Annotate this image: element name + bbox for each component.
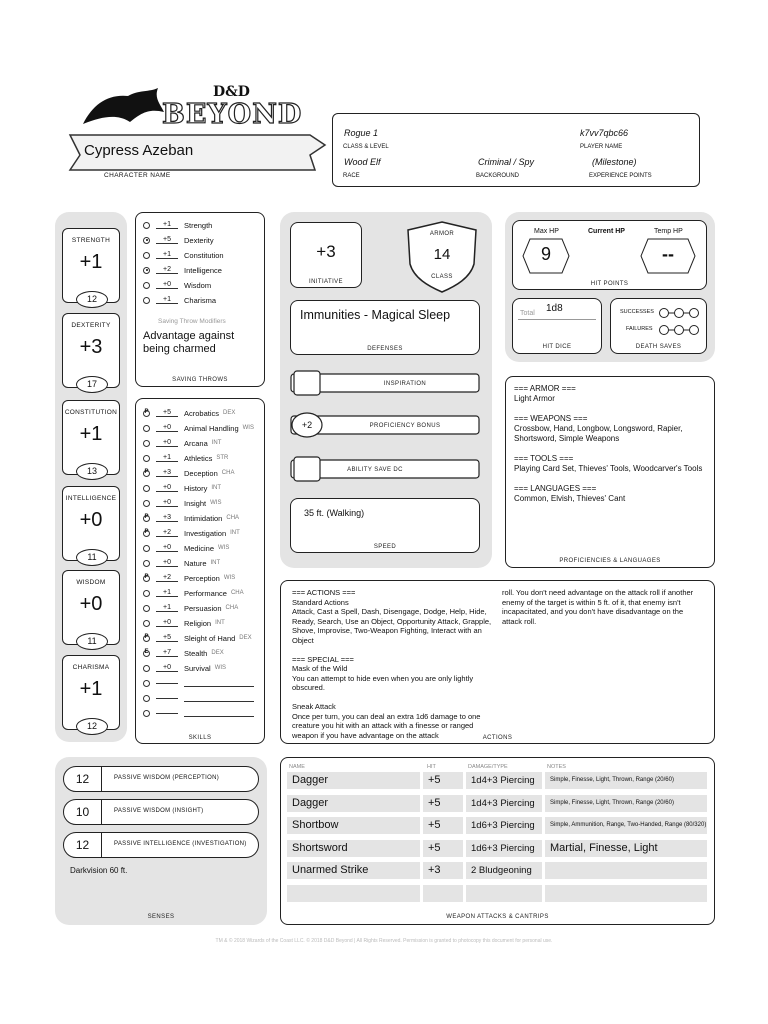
ability-score[interactable]: 11 (76, 633, 108, 650)
saving-throw-modifiers-label: Saving Throw Modifiers (158, 318, 226, 325)
saving-throw-bonus: +1 (156, 221, 178, 229)
skill-bonus: +3 (156, 469, 178, 477)
skill-name: Investigation (184, 528, 227, 538)
skill-row[interactable] (143, 557, 220, 569)
weapon-damage[interactable]: 1d4+3 Piercing (466, 795, 542, 812)
saving-throw-modifiers-text: Advantage against being charmed (143, 330, 235, 355)
temp-hp-label: Temp HP (654, 228, 683, 235)
skill-proficiency-dot (143, 545, 150, 552)
saving-throw-proficiency-dot (143, 222, 150, 229)
ability-box-intelligence (62, 486, 120, 561)
skill-name: History (184, 483, 208, 493)
ability-name: INTELLIGENCE (65, 495, 117, 502)
skill-bonus: +0 (156, 664, 178, 672)
ability-name: CONSTITUTION (64, 409, 118, 416)
saving-throw-name: Strength (184, 220, 213, 230)
skill-name: Perception (184, 573, 220, 583)
initiative-label: INITIATIVE (309, 279, 343, 285)
skill-row[interactable] (143, 632, 252, 644)
background-label: BACKGROUND (476, 173, 520, 179)
skill-ability: CHA (225, 605, 239, 611)
skill-bonus (156, 713, 178, 714)
skill-ability: WIS (218, 545, 230, 551)
skill-row[interactable] (143, 422, 254, 434)
weapons-header-damage: DAMAGE/TYPE (468, 764, 508, 770)
skill-proficiency-dot (143, 515, 150, 522)
skill-ability: STR (216, 455, 229, 461)
defenses-text: Immunities - Magical Sleep (300, 308, 451, 322)
ability-name: WISDOM (76, 579, 106, 586)
hit-dice-label: HIT DICE (542, 344, 572, 350)
weapon-hit[interactable]: +5 (423, 772, 463, 789)
skill-bonus: +5 (156, 409, 178, 417)
ability-modifier: +1 (79, 423, 103, 445)
ability-score[interactable]: 11 (76, 549, 108, 566)
skill-name-blank (184, 709, 254, 717)
race[interactable]: Wood Elf (344, 157, 381, 167)
skill-bonus: +0 (156, 424, 178, 432)
skill-ability: INT (230, 530, 240, 536)
skill-row[interactable] (143, 482, 221, 494)
skill-bonus: +1 (156, 604, 178, 612)
skill-name: Medicine (184, 543, 215, 553)
weapon-hit[interactable] (423, 885, 463, 902)
custom-skill-row[interactable] (143, 707, 254, 719)
saving-throw-bonus: +5 (156, 236, 178, 244)
weapon-damage[interactable]: 1d4+3 Piercing (466, 772, 542, 789)
class-level-label: CLASS & LEVEL (343, 144, 389, 150)
skill-ability: CHA (221, 470, 235, 476)
failures-checkboxes[interactable] (658, 323, 700, 341)
experience-points[interactable]: (Milestone) (592, 157, 637, 167)
weapon-name[interactable]: Shortbow (287, 817, 420, 834)
skill-name: Religion (184, 618, 212, 628)
saving-throw-proficiency-dot (143, 282, 150, 289)
background[interactable]: Criminal / Spy (478, 157, 535, 167)
ability-save-dc-label: ABILITY SAVE DC (347, 467, 403, 473)
weapons-header-notes: NOTES (547, 764, 566, 770)
weapon-notes (545, 885, 707, 902)
skill-row[interactable] (143, 512, 239, 524)
skill-name: Nature (184, 558, 207, 568)
skill-bonus: +0 (156, 484, 178, 492)
skill-ability: INT (215, 620, 225, 626)
skill-proficiency-dot (143, 440, 150, 447)
skill-row[interactable] (143, 647, 224, 659)
skill-row[interactable] (143, 662, 226, 674)
skill-name: Sleight of Hand (184, 633, 236, 643)
speed-value: 35 ft. (Walking) (304, 508, 365, 518)
weapons-header-name: NAME (289, 764, 305, 770)
skill-ability: WIS (242, 425, 254, 431)
custom-skill-row[interactable] (143, 677, 254, 689)
skill-proficiency-dot (143, 665, 150, 672)
skill-row[interactable] (143, 497, 221, 509)
actions-text-column-2: roll. You don't need advantage on the attack roll if another enemy of the target is within 5 ft. of it, that enemy isn't incapacitated, and you don't have disadvantage on the attack roll. (502, 588, 694, 626)
weapon-name[interactable]: Dagger (287, 772, 420, 789)
max-hp-label: Max HP (534, 228, 559, 235)
footer-copyright: TM & © 2018 Wizards of the Coast LLC. © 2018 D&D Beyond | All Rights Reserved. Permission is granted to photocopy this document for personal use. (215, 938, 553, 944)
dragon-logo-icon (78, 84, 168, 134)
ability-modifier: +3 (79, 336, 103, 358)
skill-ability: CHA (230, 590, 244, 596)
skill-name: Stealth (184, 648, 208, 658)
ability-name: DEXTERITY (71, 322, 111, 329)
ability-box-constitution (62, 400, 120, 475)
skill-proficiency-dot (143, 455, 150, 462)
saving-throws-title: SAVING THROWS (172, 377, 228, 383)
saving-throw-bonus: +2 (156, 266, 178, 274)
character-name-label: CHARACTER NAME (104, 172, 171, 179)
ability-box-strength (62, 228, 120, 303)
weapon-name[interactable]: Shortsword (287, 840, 420, 857)
skill-name: Survival (184, 663, 211, 673)
weapon-notes: Simple, Finesse, Light, Thrown, Range (20/60) (545, 795, 707, 812)
skill-bonus (156, 683, 178, 684)
senses-label: SENSES (147, 914, 175, 920)
ability-name: CHARISMA (72, 664, 110, 671)
skill-proficiency-dot (143, 425, 150, 432)
skill-name-blank (184, 679, 254, 687)
failures-label: FAILURES (626, 326, 653, 332)
skill-proficiency-dot (143, 530, 150, 537)
skill-bonus: +7 (156, 649, 178, 657)
ability-box-wisdom (62, 570, 120, 645)
current-hp-label: Current HP (588, 228, 625, 235)
class-level[interactable]: Rogue 1 (344, 128, 379, 138)
defenses-label: DEFENSES (367, 346, 403, 352)
sense-value: 10 (64, 800, 102, 824)
saving-throw-name: Constitution (184, 250, 224, 260)
skill-bonus: +2 (156, 529, 178, 537)
skill-proficiency-dot (143, 575, 150, 582)
weapon-damage[interactable]: 1d6+3 Piercing (466, 817, 542, 834)
saving-throw-row[interactable] (143, 264, 222, 276)
speed-label: SPEED (373, 544, 397, 550)
saving-throw-row[interactable] (143, 234, 214, 246)
skill-name: Athletics (184, 453, 213, 463)
weapon-notes: Martial, Finesse, Light (545, 840, 707, 857)
weapon-damage[interactable] (466, 885, 542, 902)
skill-row[interactable] (143, 587, 244, 599)
skill-row[interactable] (143, 437, 221, 449)
armor-label-top: ARMOR (429, 231, 455, 237)
saving-throw-row[interactable] (143, 249, 224, 261)
skill-proficiency-dot (143, 500, 150, 507)
temp-hp-value[interactable]: -- (662, 244, 674, 264)
skill-name: Insight (184, 498, 207, 508)
weapon-name[interactable]: Dagger (287, 795, 420, 812)
sense-label: PASSIVE WISDOM (PERCEPTION) (114, 775, 219, 781)
successes-label: SUCCESSES (620, 309, 654, 315)
proficiency-bonus-label: PROFICIENCY BONUS (369, 423, 441, 429)
brand-logo: BEYOND (162, 99, 303, 130)
saving-throw-bonus: +1 (156, 251, 178, 259)
saving-throw-name: Intelligence (184, 265, 222, 275)
skill-ability: INT (210, 560, 221, 566)
skill-bonus: +2 (156, 574, 178, 582)
ability-modifier: +0 (79, 593, 103, 615)
proficiency-bonus-value: +2 (301, 420, 313, 430)
skill-proficiency-dot (143, 620, 150, 627)
skill-row[interactable] (143, 407, 235, 419)
weapon-attacks-label: WEAPON ATTACKS & CANTRIPS (446, 914, 549, 920)
skill-ability: WIS (214, 665, 227, 671)
skill-proficiency-dot (143, 680, 150, 687)
sense-value: 12 (64, 833, 102, 857)
skill-row[interactable] (143, 452, 228, 464)
weapon-name[interactable] (287, 885, 420, 902)
saving-throw-name: Charisma (184, 295, 217, 305)
weapon-name[interactable]: Unarmed Strike (287, 862, 420, 879)
weapon-notes: Simple, Ammunition, Range, Two-Handed, Range (80/320) (545, 817, 707, 834)
saving-throw-name: Dexterity (184, 235, 214, 245)
ability-modifier: +1 (79, 678, 103, 700)
experience-points-label: EXPERIENCE POINTS (589, 173, 652, 179)
max-hp-value[interactable]: 9 (540, 244, 551, 264)
weapon-notes (545, 862, 707, 879)
sense-label: PASSIVE WISDOM (INSIGHT) (114, 808, 204, 814)
weapon-damage[interactable]: 2 Bludgeoning (466, 862, 542, 879)
actions-label: ACTIONS (482, 735, 513, 741)
skill-proficiency-dot (143, 485, 150, 492)
skill-bonus: +1 (156, 454, 178, 462)
senses-text: Darkvision 60 ft. (70, 866, 128, 875)
skill-ability: DEX (239, 635, 252, 641)
inspiration-label: INSPIRATION (383, 381, 427, 387)
saving-throw-proficiency-dot (143, 237, 150, 244)
skill-ability: INT (211, 485, 222, 491)
saving-throw-row[interactable] (143, 219, 212, 231)
weapons-header-hit: HIT (427, 764, 436, 770)
skill-ability: INT (211, 440, 222, 446)
skill-proficiency-dot (143, 470, 150, 477)
sense-label: PASSIVE INTELLIGENCE (INVESTIGATION) (114, 841, 247, 847)
skill-name: Performance (184, 588, 227, 598)
saving-throw-bonus: +1 (156, 296, 178, 304)
skill-row[interactable] (143, 542, 229, 554)
actions-text-column-1: === ACTIONS === Standard Actions Attack, Cast a Spell, Dash, Disengage, Dodge, Help, Hide, Ready, Search, Use an Object, Opportunity Attack, Grapple, Shove, Improvise, Two-Weapon Fighting, Interact with an Object === SPECIAL === Mask of the Wild You can attempt to hide even when you are only lightly obscured. Sneak Attack Once per turn, you can deal an extra 1d6 damage to one creature you hit with an attack with a finesse or ranged weapon if you have advantage on the attack (292, 588, 492, 740)
saving-throw-row[interactable] (143, 279, 211, 291)
brand-top: D&D (213, 84, 250, 100)
ability-score[interactable]: 12 (76, 718, 108, 735)
race-label: RACE (343, 173, 360, 179)
weapon-hit[interactable]: +5 (423, 817, 463, 834)
skill-bonus: +0 (156, 619, 178, 627)
skill-bonus: +0 (156, 439, 178, 447)
skill-name-blank (184, 694, 254, 702)
skill-ability: DEX (211, 650, 224, 656)
skill-ability: WIS (210, 500, 222, 506)
skill-bonus: +3 (156, 514, 178, 522)
hit-dice-line (518, 319, 596, 320)
death-saves-label: DEATH SAVES (635, 344, 682, 350)
skill-name: Persuasion (184, 603, 222, 613)
hit-dice-value: 1d8 (546, 303, 563, 314)
skill-row[interactable] (143, 527, 240, 539)
proficiencies-label: PROFICIENCIES & LANGUAGES (559, 558, 661, 564)
skill-row[interactable] (143, 617, 225, 629)
skill-row[interactable] (143, 572, 235, 584)
successes-checkboxes[interactable] (658, 306, 700, 324)
saving-throw-name: Wisdom (184, 280, 212, 290)
skill-proficiency-dot (143, 410, 150, 417)
skill-bonus (156, 698, 178, 699)
saving-throw-proficiency-dot (143, 297, 150, 304)
weapon-notes: Simple, Finesse, Light, Thrown, Range (20/60) (545, 772, 707, 789)
skill-proficiency-dot (143, 605, 150, 612)
saving-throw-proficiency-dot (143, 267, 150, 274)
ability-score[interactable]: 12 (76, 291, 108, 308)
ability-box-dexterity (62, 313, 120, 388)
skill-proficiency-dot (143, 695, 150, 702)
ability-box-charisma (62, 655, 120, 730)
weapon-hit[interactable]: +3 (423, 862, 463, 879)
ability-modifier: +0 (79, 509, 103, 531)
skill-proficiency-dot (143, 635, 150, 642)
initiative-value: +3 (316, 242, 336, 261)
skill-bonus: +1 (156, 589, 178, 597)
skill-name: Deception (184, 468, 218, 478)
skill-name: Intimidation (184, 513, 223, 523)
saving-throw-bonus: +0 (156, 281, 178, 289)
skill-row[interactable] (143, 467, 234, 479)
hit-points-label: HIT POINTS (590, 281, 629, 287)
armor-label-bottom: CLASS (431, 274, 453, 280)
custom-skill-row[interactable] (143, 692, 254, 704)
skill-bonus: +5 (156, 634, 178, 642)
proficiencies-text: === ARMOR === Light Armor === WEAPONS === Crossbow, Hand, Longbow, Longsword, Rapier, Shortsword, Simple Weapons === TOOLS === Playing Card Set, Thieves' Tools, Woodcarver's Tools === LANGUAGES === Common, Elvish, Thieves' Cant (514, 384, 703, 503)
skill-ability: CHA (226, 515, 240, 521)
character-name[interactable]: Cypress Azeban (84, 142, 194, 159)
skill-proficiency-dot (143, 710, 150, 717)
skill-proficiency-dot (143, 560, 150, 567)
skill-ability: DEX (223, 410, 236, 416)
weapon-hit[interactable]: +5 (423, 840, 463, 857)
player-name-label: PLAYER NAME (580, 144, 623, 150)
skill-proficiency-dot (143, 590, 150, 597)
skill-ability: WIS (223, 575, 236, 581)
weapon-damage[interactable]: 1d6+3 Piercing (466, 840, 542, 857)
sense-value: 12 (64, 767, 102, 791)
skill-bonus: +0 (156, 544, 178, 552)
skill-bonus: +0 (156, 499, 178, 507)
player-name[interactable]: k7vv7qbc66 (580, 128, 629, 138)
ability-score[interactable]: 13 (76, 463, 108, 480)
skill-name: Acrobatics (184, 408, 220, 418)
skill-name: Animal Handling (184, 423, 239, 433)
saving-throw-proficiency-dot (143, 252, 150, 259)
hit-dice-total-label: Total (520, 310, 535, 317)
skill-name: Arcana (184, 438, 208, 448)
ability-score[interactable]: 17 (76, 376, 108, 393)
skill-bonus: +0 (156, 559, 178, 567)
skills-title: SKILLS (188, 735, 212, 741)
saving-throw-row[interactable] (143, 294, 216, 306)
skill-row[interactable] (143, 602, 238, 614)
weapon-hit[interactable]: +5 (423, 795, 463, 812)
ability-name: STRENGTH (71, 237, 111, 244)
armor-class-value: 14 (433, 246, 451, 263)
ability-modifier: +1 (79, 251, 103, 273)
skill-proficiency-dot (143, 650, 150, 657)
